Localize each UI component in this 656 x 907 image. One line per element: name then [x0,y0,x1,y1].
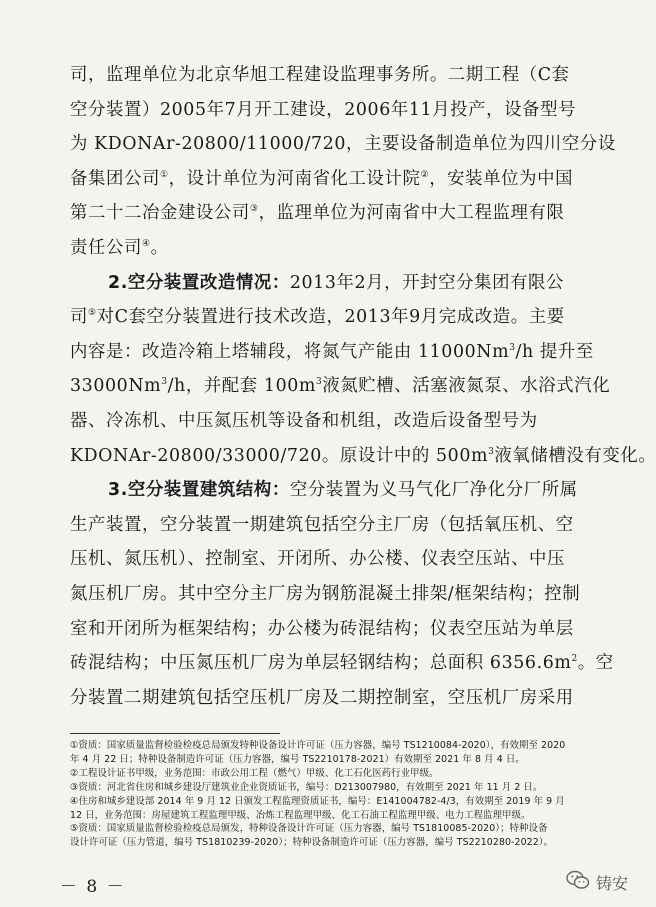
text-line: KDONAr-20800/33000/720。原设计中的 $500m^3$液氧储槽没有变化。 [70,445,656,466]
text-line: 压机、氮压机）、控制室、开闭所、办公楼、仪表空压站、中压 [70,549,566,570]
footnote-ref-4: ④ [141,238,151,249]
brand-name: 铸安 [595,873,628,893]
section-heading: 3.空分装置建筑结构： [108,480,290,501]
text-line: 砖混结构；中压氮压机厂房为单层轻钢结构；总面积 $6356.6m^2$。空 [70,653,614,674]
body-text [70,58,656,715]
text-line: 器、冷冻机、中压氮压机等设备和机组，改造后设备型号为 [70,410,538,431]
footnote-line: ②工程设计证书甲级，业务范围：市政公用工程（燃气）甲级、化工石化医药行业甲级。 [70,767,439,779]
text-line: 33000Nm$^3$/h，并配套 $100m^3$液氮贮槽、活塞液氮泵、水浴式汽化 [70,376,611,397]
section-heading: 2.空分装置改造情况： [108,272,290,293]
page-number: － 8 － [60,877,126,897]
footnote-ref-3: ③ [249,204,259,215]
text-line: 为 KDONAr-20800/11000/720，主要设备制造单位为四川空分设 [70,134,616,155]
text-line: 备集团公司①，设计单位为河南省化工设计院②，安装单位为中国 [70,168,574,189]
footnote-ref-5: ⑤ [88,308,97,319]
text-line: 责任公司④。 [70,237,169,258]
text-line: 司，监理单位为北京华旭工程建设监理事务所。二期工程（C套 [70,65,570,85]
text-line: 氮压机厂房。其中空分主厂房为钢筋混凝土排架/框架结构；控制 [70,583,581,604]
footnote-line: 12 日，业务范围：房屋建筑工程监理甲级、冶炼工程监理甲级、化工石油工程监理甲级、电力工程监理甲级。 [70,809,531,821]
wechat-icon [566,870,590,894]
section-heading-line: 2.空分装置改造情况：2013年2月，开封空分集团有限公 [108,272,565,293]
text-line: 第二十二冶金建设公司③，监理单位为河南省中大工程监理有限 [70,203,565,224]
footnote-ref-1: ① [159,169,169,180]
text-line: 空分装置）2005年7月开工建设，2006年11月投产，设备型号 [70,99,577,120]
text-line: 分装置二期建筑包括空压机厂房及二期控制室，空压机厂房采用 [70,687,574,708]
footnote-ref-2: ② [420,169,430,180]
text-line: 室和开闭所为框架结构；办公楼为砖混结构；仪表空压站为单层 [70,618,574,639]
footnote-line: ①资质：国家质量监督检验检疫总局颁发特种设备设计许可证（压力容器，编号 TS1210084-2020），有效期至 2020 [70,740,566,751]
footnote-line: 设计许可证（压力管道，编号 TS1810239-2020）；特种设备制造许可证（压力容器，编号 TS2210280-2022）。 [70,837,554,849]
text-line: 司⑤对C套空分装置进行技术改造，2013年9月完成改造。主要 [70,307,565,328]
footnote-line: 年 4 月 22 日；特种设备制造许可证（压力容器，编号 TS2210178-2021）有效期至 2021 年 8 月 4 日。 [70,753,525,765]
section-heading-line: 3.空分装置建筑结构：空分装置为义马气化厂净化分厂所属 [108,480,578,501]
text-line: 内容是：改造冷箱上塔辅段，将氮气产能由 11000Nm$^3$/h 提升至 [70,341,594,362]
footnote-line: ⑤资质：国家质量监督检验检疫总局颁发，特种设备设计许可证（压力容器，编号 TS1810085-2020）；特种设备 [70,823,548,835]
footnote-line: ④住房和城乡建设部 2014 年 9 月 12 日颁发工程监理资质证书，编号：E141004782-4/3，有效期至 2019 年 9 月 [70,795,565,807]
text-line: 生产装置，空分装置一期建筑包括空分主厂房（包括氧压机、空 [70,514,574,535]
footnotes [70,739,600,850]
brand-watermark [566,870,628,894]
footnote-line: ③资质：河北省住房和城乡建设厅建筑业企业资质证书，编号：D213007980，有效期至 2021 年 11 月 2 日。 [70,781,543,793]
footnote-divider [70,733,280,734]
